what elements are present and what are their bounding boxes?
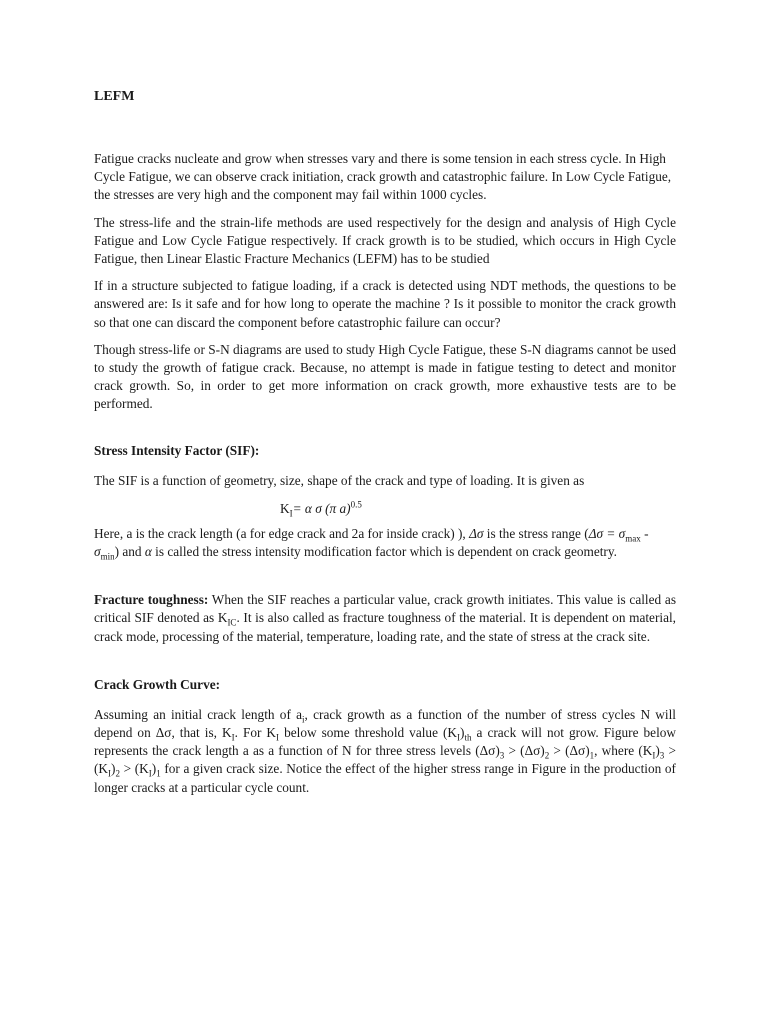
paragraph-sif-definitions: Here, a is the crack length (a for edge crack and 2a for inside crack) ), Δσ is the stress range $(\Delta\sigma = \sigma_{max} - \sigma_{min})$ and α is called the stress intensity modification factor which is dependent on crack geometry. xyxy=(94,525,649,562)
formula-exponent: 0.5 xyxy=(350,499,362,510)
sif-formula xyxy=(94,499,676,519)
paragraph-methods: The stress-life and the strain-life methods are used respectively for the design and analysis of High Cycle Fatigue and Low Cycle Fatigue respectively. If crack growth is to be studied, which occurs in High Cycle Fatigue, then Linear Elastic Fracture Mechanics (LEFM) has to be studied xyxy=(94,214,676,267)
section-heading-sif: Stress Intensity Factor (SIF): xyxy=(94,442,260,458)
formula-lhs: K xyxy=(280,500,290,516)
paragraph-sif-intro: The SIF is a function of geometry, size, shape of the crack and type of loading. It is given as xyxy=(94,472,585,488)
paragraph-sn-diagrams: Though stress-life or S-N diagrams are used to study High Cycle Fatigue, these S-N diagrams cannot be used to study the growth of fatigue crack. Because, no attempt is made in fatigue testing to detect and monitor crack growth. So, in order to get more information on crack growth, more exhaustive tests are to be performed. xyxy=(94,341,676,412)
formula-rhs: = α σ (π a) xyxy=(292,500,351,516)
paragraph-intro: Fatigue cracks nucleate and grow when stresses vary and there is some tension in each stress cycle. In High Cycle Fatigue, we can observe crack initiation, crack growth and catastrophic failure. In Low Cycle Fatigue, the stresses are very high and the component may fail within 1000 cycles. xyxy=(94,151,672,203)
paragraph-questions: If in a structure subjected to fatigue loading, if a crack is detected using NDT methods, the questions to be answered are: Is it safe and for how long to operate the machine ? Is it possible to monitor the crack growth so that one can discard the component before catastrophic failure can occur? xyxy=(94,278,676,330)
document-title: LEFM xyxy=(94,89,135,104)
fracture-toughness-label: Fracture toughness: xyxy=(94,592,209,608)
section-heading-crack-growth: Crack Growth Curve: xyxy=(94,676,221,692)
paragraph-fracture-toughness: Fracture toughness: When the SIF reaches a particular value, crack growth initiates. This value is called as critical SIF denoted as $K_{IC}$. It is also called as fracture toughness of the material. It is dependent on material, crack mode, processing of the material, temperature, loading rate, and the state of stress at the crack site. xyxy=(94,592,676,644)
paragraph-crack-growth: Assuming an initial crack length of $a_i$, crack growth as a function of the number of stress cycles N will depend on Δσ, that is, $K_I$. For $K_I$ below some threshold value $(K_I)_{th}$ a crack will not grow. Figure below represents the crack length a as a function of N for three stress levels $(\Delta\sigma)_3 > (\Delta\sigma)_2 > (\Delta\sigma)_1$, where $(K_I)_3 > (K_I)_2 > (K_I)_1$ for a given crack size. Notice the effect of the higher stress range in Figure in the production of longer cracks at a particular cycle count. xyxy=(94,706,677,795)
formula-lhs-subscript: I xyxy=(289,508,293,519)
